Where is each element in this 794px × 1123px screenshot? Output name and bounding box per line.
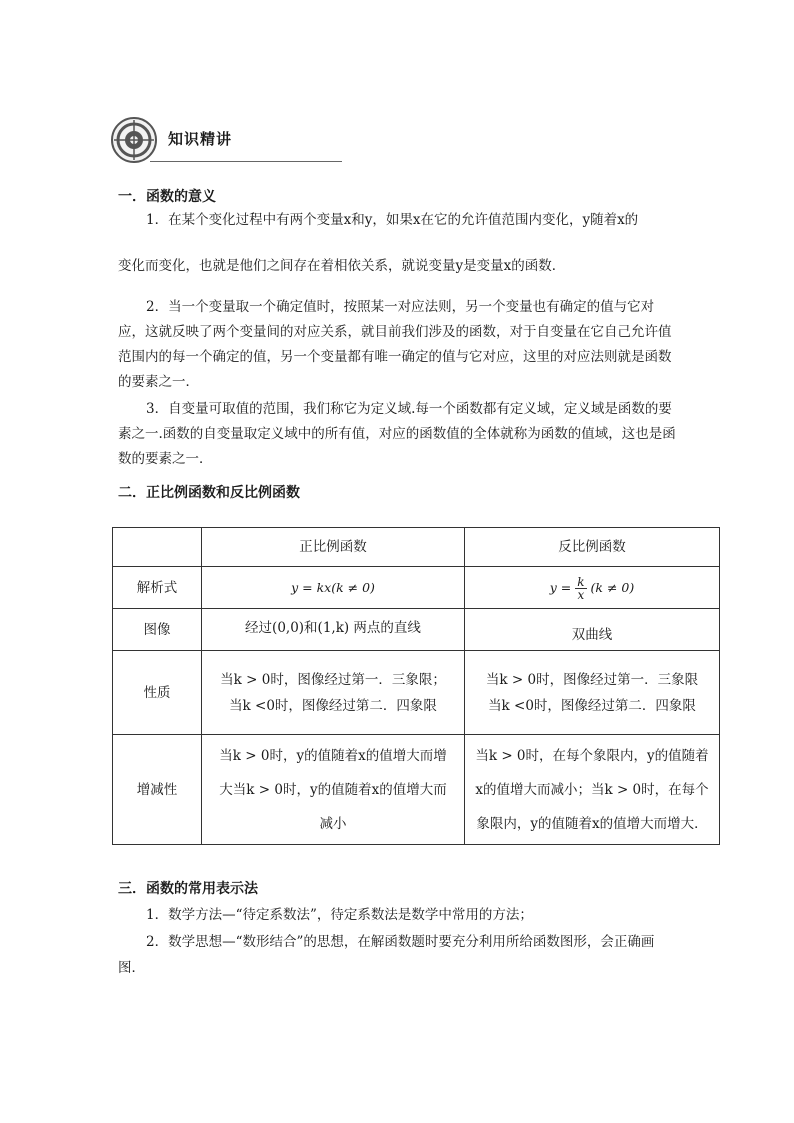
- section1-heading: 一．函数的意义: [118, 189, 216, 205]
- direct-monotonicity: [202, 735, 465, 845]
- section1-p2: 2．当一个变量取一个确定值时，按照某一对应法则，另一个变量也有确定的值与它对应，这就反映了两个变量间的对应关系，就目前我们涉及的函数，对于自变量在它自己允许值范围内的每一个确定的值，另一个变量都有唯一确定的值与它对应，这里的对应法则就是函数的要素之一．: [118, 299, 672, 390]
- target-icon: [110, 116, 158, 164]
- row-label-formula: 解析式: [113, 567, 202, 609]
- inverse-properties-line2: 当k <0时，图像经过第二．四象限: [488, 697, 696, 714]
- inverse-properties: [465, 651, 720, 735]
- inverse-properties-line1: 当k > 0时，图像经过第一．三象限: [485, 671, 699, 688]
- direct-monotonicity-line1: 当k > 0时，y的值随着x的值增大而增: [219, 747, 447, 764]
- section1-p1-line2: 变化而变化，也就是他们之间存在着相依关系，就说变量y是变量x的函数．: [118, 258, 566, 274]
- badge-underline: [150, 161, 342, 162]
- row-label-monotonicity: 增减性: [113, 735, 202, 845]
- inverse-formula: [465, 567, 720, 609]
- section3-p2-line1: 2．数学思想—“数形结合”的思想，在解函数题时要充分利用所给函数图形，会正确画: [146, 934, 655, 950]
- inverse-monotonicity-line2: x的值增大而减小；当k > 0时，在每个: [475, 781, 709, 798]
- table-row: [113, 567, 720, 609]
- table-header-empty: [113, 528, 202, 567]
- inverse-monotonicity-line1: 当k > 0时，在每个象限内，y的值随着: [475, 747, 709, 764]
- fraction-numerator: k: [577, 574, 585, 589]
- inverse-monotonicity: [465, 735, 720, 845]
- table-header-row: [113, 528, 720, 567]
- direct-formula: y = kx(k ≠ 0): [202, 567, 465, 609]
- table-row: [113, 609, 720, 651]
- direct-graph: 经过(0,0)和(1,k) 两点的直线: [202, 609, 465, 651]
- section1-p3: 3．自变量可取值的范围，我们称它为定义域.每一个函数都有定义域，定义域是函数的要素之一.函数的自变量取定义域中的所有值，对应的函数值的全体就称为函数的值域，这也是函数的要素之一．: [118, 401, 676, 467]
- section1-p1-line1: 1．在某个变化过程中有两个变量x和y，如果x在它的允许值范围内变化，y随着x的: [146, 212, 639, 228]
- section3-p2-line2: 图．: [118, 960, 145, 976]
- row-label-graph: 图像: [113, 609, 202, 651]
- direct-monotonicity-line2: 大当k > 0时，y的值随着x的值增大而: [219, 781, 447, 798]
- table-row: [113, 735, 720, 845]
- fraction-denominator: x: [577, 587, 585, 602]
- inverse-graph: 双曲线: [465, 609, 720, 651]
- table-header-direct: 正比例函数: [202, 528, 465, 567]
- direct-properties-line1: 当k > 0时，图像经过第一．三象限；: [220, 671, 446, 688]
- inverse-formula-right: (k ≠ 0): [590, 579, 635, 595]
- table-header-inverse: 反比例函数: [465, 528, 720, 567]
- direct-monotonicity-line3: 减小: [319, 815, 347, 832]
- table-row: [113, 651, 720, 735]
- inverse-formula-fraction: [575, 576, 586, 601]
- section-badge: [110, 116, 234, 164]
- inverse-monotonicity-line3: 象限内，y的值随着x的值增大而增大．: [476, 815, 708, 832]
- row-label-properties: 性质: [113, 651, 202, 735]
- direct-properties-line2: 当k <0时，图像经过第二．四象限: [229, 697, 437, 714]
- badge-title: 知识精讲: [168, 130, 233, 148]
- section2-heading: 二．正比例函数和反比例函数: [118, 485, 300, 501]
- section3-heading: 三．函数的常用表示法: [118, 881, 258, 897]
- section3-p1: 1．数学方法—“待定系数法”，待定系数法是数学中常用的方法；: [146, 907, 533, 923]
- direct-properties: [202, 651, 465, 735]
- inverse-formula-left: y =: [549, 579, 572, 595]
- function-comparison-table: [112, 527, 720, 845]
